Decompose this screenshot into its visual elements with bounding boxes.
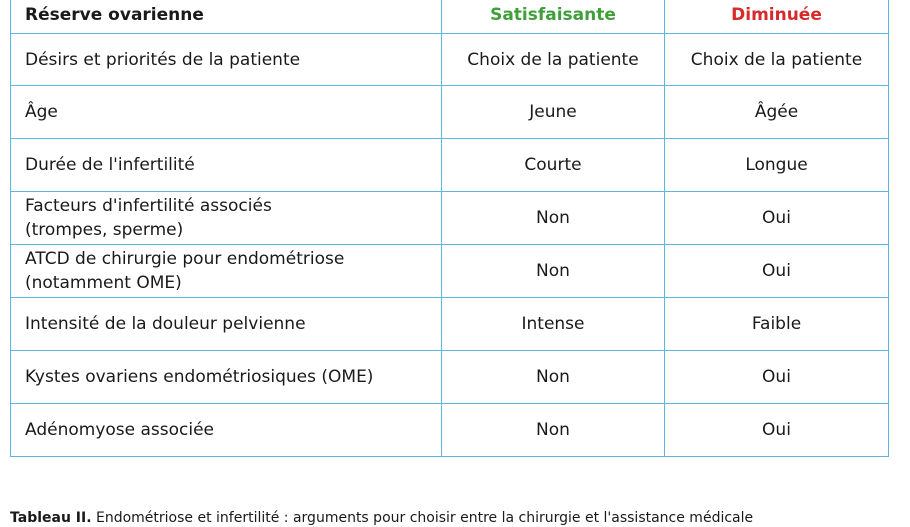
table-row [11, 351, 889, 404]
cell-satisfactory: Courte [442, 139, 665, 192]
row-label: Âge [11, 86, 442, 139]
header-diminished: Diminuée [665, 0, 889, 34]
row-label [11, 192, 442, 245]
ovarian-reserve-table [10, 0, 889, 457]
row-label-line1: Facteurs d'infertilité associés [25, 196, 272, 216]
cell-diminished: Oui [665, 351, 889, 404]
row-label-line2: (trompes, sperme) [25, 220, 184, 240]
header-ovarian-reserve: Réserve ovarienne [11, 0, 442, 34]
cell-satisfactory: Intense [442, 298, 665, 351]
row-label: Adénomyose associée [11, 404, 442, 457]
table-header-row [11, 0, 889, 34]
cell-satisfactory: Choix de la patiente [442, 34, 665, 86]
cell-diminished: Faible [665, 298, 889, 351]
header-satisfactory: Satisfaisante [442, 0, 665, 34]
cell-satisfactory: Jeune [442, 86, 665, 139]
table-row [11, 34, 889, 86]
cell-diminished: Oui [665, 192, 889, 245]
row-label-line2: (notamment OME) [25, 273, 182, 293]
row-label: Intensité de la douleur pelvienne [11, 298, 442, 351]
table-row [11, 86, 889, 139]
table-row [11, 298, 889, 351]
row-label: Kystes ovariens endométriosiques (OME) [11, 351, 442, 404]
cell-diminished: Longue [665, 139, 889, 192]
row-label: Désirs et priorités de la patiente [11, 34, 442, 86]
cell-diminished: Oui [665, 245, 889, 298]
cell-satisfactory: Non [442, 351, 665, 404]
table-row [11, 245, 889, 298]
cell-diminished: Oui [665, 404, 889, 457]
row-label-line1: ATCD de chirurgie pour endométriose [25, 249, 345, 269]
table-caption [10, 509, 900, 527]
cell-satisfactory: Non [442, 192, 665, 245]
table-row [11, 404, 889, 457]
row-label: Durée de l'infertilité [11, 139, 442, 192]
row-label [11, 245, 442, 298]
cell-satisfactory: Non [442, 404, 665, 457]
caption-text: Endométriose et infertilité : arguments pour choisir entre la chirurgie et l'assistance médicale [96, 510, 754, 526]
cell-satisfactory: Non [442, 245, 665, 298]
cell-diminished: Âgée [665, 86, 889, 139]
cell-diminished: Choix de la patiente [665, 34, 889, 86]
caption-prefix: Tableau II. [10, 510, 92, 526]
table-row [11, 192, 889, 245]
table-row [11, 139, 889, 192]
